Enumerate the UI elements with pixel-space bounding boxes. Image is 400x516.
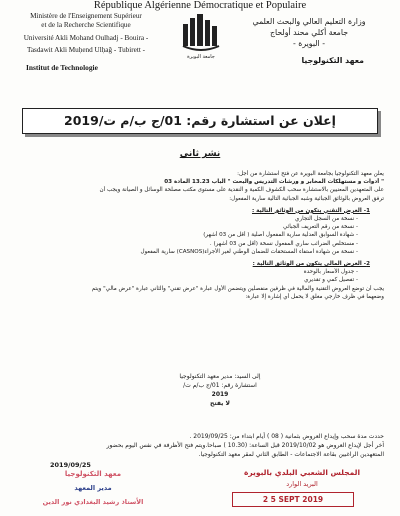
header-left-french [6,12,166,72]
university-ar: جامعة أكلي محند أولحاج [269,28,349,37]
doc-item: - نسخة من السجل التجاري [295,216,358,223]
announcement-title: إعلان عن استشارة رقم: 01/ج ب/م ت/2019 [22,108,378,134]
doc-item: - مستخلص الضرائب ساري المفعول نسخة (أقل من 03 أشهر) . [209,240,358,247]
ministry-line-2: et de la Recherche Scientifique [41,21,131,29]
do-not-open: لا يفتح [210,400,230,407]
invite-line-2: ترفق العروض بالوثائق الجبائية وشبه الجبائية التالية سارية المفعول: [229,195,384,202]
logo-caption: جامعة البويرة [187,54,215,60]
doc-item: - شهادة السوابق العدلية سارية المفعول أصلية ( أقل من 03 أشهر) [203,232,358,239]
period-line: حددت مدة سحب وإيداع العروض بثمانية ( 08 ) أيام ابتداء من: 2019/09/25 . [189,433,384,440]
republic-header: République Algérienne Démocratique et Populaire [93,0,307,11]
deadline-section [18,432,384,459]
doc-item: - نسخة من شهادة استفاء المستحقات للضمان الوطني لغير الأجراء(CASNOS) سارية المفعول [140,248,358,255]
institute-fr: Institut de Technologie [26,63,98,72]
announcement-body [18,170,384,301]
university-line-2: Tasdawit Akli Muḥend Ulḥağ - Tubirett - [26,46,146,54]
consultation-ref: استشارة رقم: 01/ج ب/م ت/ [183,382,257,389]
consultation-year: 2019 [211,391,229,398]
financial-offer-title: 2- العرض المالي يتكون من الوثائق التالية : [252,261,370,268]
invite-line-1: على المتعهدين المعنيين بالاستشارة سحب الكشوف الكمية و النقدية على مستوى مكتب مصلحة الوسائل و الصيانة ويجب أن [99,187,384,194]
stamp-name: الأستاذ رشيد البغدادي نور الدين [42,498,144,506]
stamp-municipality-title: المجلس الشعبي البلدي بالبويرة [243,468,361,477]
envelope-label [120,372,360,408]
header-right-arabic [224,16,394,66]
intro-line: يعلن معهد التكنولوجيا بجامعة البويرة عن فتح استشارة من أجل: [237,171,384,177]
object-line: " أدوات و مستهلكات المخابر و ورشات التدريس والبحث " الباب 13.23 المادة 03 [164,179,384,186]
envelope-line-1: يجب أن توضع العروض التقنية والمالية في ظرفين منفصلين ويتضمن الأول عبارة "عرض تقني" والثاني عبارة "عرض مالي" ويتم [91,285,384,292]
fin-doc-item: - تفصيل كمي و تقديري [304,277,358,284]
doc-item: - نسخة من رقم التعريف الجبائي [283,224,358,231]
signature-date: 2019/09/25 [50,461,91,469]
stamp-director: مدير المعهد [74,484,112,492]
municipality-stamp [214,462,390,512]
stamp-incoming-mail: البريد الوارد [286,480,318,488]
opening-line: المتعهدين الراغبين بقاعة الاجتماعات - الطابق الثاني لمقر معهد التكنولوجيا. [198,451,384,458]
university-logo [181,14,221,60]
fin-doc-item: - جدول الأسعار بالوحدة [303,269,358,276]
institute-ar: معهد التكنولوجيا [301,56,364,65]
ministry-line-1: Ministère de l'Enseignement Supérieur [30,12,142,20]
deadline-line: آخر أجل لإيداع العروض هو 2019/10/02 قبل الساعة: (10.30 ) صباحا.ويتم فتح الأظرفة في نفس اليوم بحضور [106,442,384,449]
technical-offer-title: 1- العرض التقني يتكون من الوثائق التالية : [251,207,370,214]
ministry-ar: وزارة التعليم العالي والبحث العلمي [252,17,366,26]
university-line-1: Université Akli Mohand Oulhadj - Bouira - [23,34,149,42]
announcement-subtitle: نشر ثاني [179,149,221,159]
city-ar: - البويرة - [292,39,326,48]
addressee: إلى السيد: مدير معهد التكنولوجيا [179,373,261,380]
stamp-received-date: 2 5 SEPT 2019 [232,492,354,507]
stamp-institute: معهد التكنولوجيا [64,470,122,478]
director-stamp [28,462,158,512]
envelope-line-2: وضعهما في ظرف خارجي مغلق لا يحمل أي إشارة إلا عبارة: [245,293,384,300]
